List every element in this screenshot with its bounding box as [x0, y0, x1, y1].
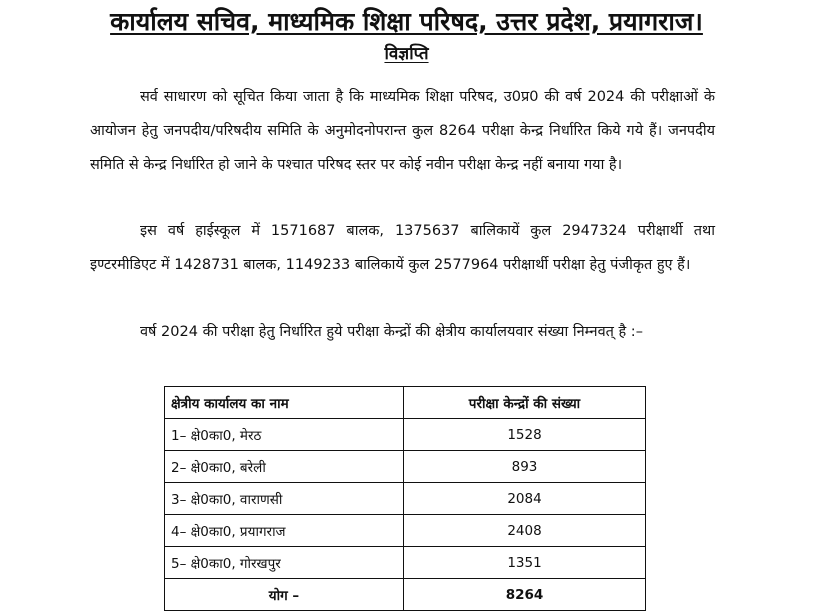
table-row	[165, 515, 646, 547]
center-count-cell: 1528	[404, 419, 646, 451]
header-center-count: परीक्षा केन्द्रों की संख्या	[404, 387, 646, 419]
office-name-cell: 3– क्षे0का0, वाराणसी	[165, 483, 404, 515]
header-office-name: क्षेत्रीय कार्यालय का नाम	[165, 387, 404, 419]
office-name-cell: 4– क्षे0का0, प्रयागराज	[165, 515, 404, 547]
paragraph-exam-centers: सर्व साधारण को सूचित किया जाता है कि माध्यमिक शिक्षा परिषद, उ0प्र0 की वर्ष 2024 की परीक्षाओं के आयोजन हेतु जनपदीय/परिषदीय समिति के अनुमोदनोपरान्त कुल 8264 परीक्षा केन्द्र निर्धारित किये गये हैं। जनपदीय समिति से केन्द्र निर्धारित हो जाने के पश्चात परिषद स्तर पर कोई नवीन परीक्षा केन्द्र नहीं बनाया गया है।	[90, 89, 715, 173]
center-count-cell: 2408	[404, 515, 646, 547]
office-name-cell: 1– क्षे0का0, मेरठ	[165, 419, 404, 451]
total-value-cell: 8264	[404, 579, 646, 611]
table-row	[165, 419, 646, 451]
table-row	[165, 451, 646, 483]
paragraph-registered-candidates: इस वर्ष हाईस्कूल में 1571687 बालक, 1375637 बालिकायें कुल 2947324 परीक्षार्थी तथा इण्टरमीडिएट में 1428731 बालक, 1149233 बालिकायें कुल 2577964 परीक्षार्थी परीक्षा हेतु पंजीकृत हुए हैं।	[90, 223, 715, 273]
office-name-cell: 5– क्षे0का0, गोरखपुर	[165, 547, 404, 579]
table-row	[165, 547, 646, 579]
document-subtitle: विज्ञप्ति	[384, 44, 429, 64]
total-label-cell: योग –	[165, 579, 404, 611]
table-total-row	[165, 579, 646, 611]
center-count-cell: 893	[404, 451, 646, 483]
office-name-cell: 2– क्षे0का0, बरेली	[165, 451, 404, 483]
center-count-cell: 2084	[404, 483, 646, 515]
paragraph-table-intro: वर्ष 2024 की परीक्षा हेतु निर्धारित हुये परीक्षा केन्द्रों की क्षेत्रीय कार्यालयवार संख्या निम्नवत् है :–	[140, 324, 643, 340]
exam-centers-table	[164, 386, 646, 611]
document-title: कार्यालय सचिव, माध्यमिक शिक्षा परिषद, उत्तर प्रदेश, प्रयागराज।	[110, 7, 703, 36]
table-row	[165, 483, 646, 515]
center-count-cell: 1351	[404, 547, 646, 579]
table-header-row	[165, 387, 646, 419]
